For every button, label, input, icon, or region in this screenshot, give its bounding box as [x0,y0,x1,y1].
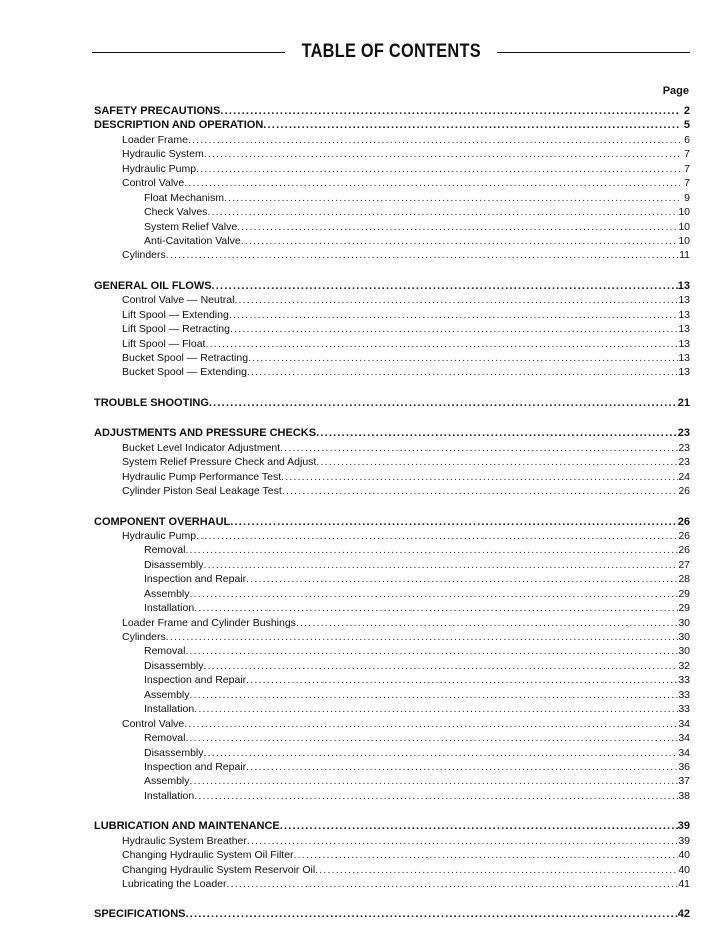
toc-entry-label: Removal [144,732,186,745]
toc-subentry[interactable] [94,234,690,248]
dot-leader [190,688,679,702]
toc-subentry[interactable] [94,760,690,774]
toc-entry-page: 6 [684,133,690,146]
toc-entry-label: Hydraulic System [122,148,204,161]
dot-leader [204,558,679,572]
toc-entry-label: Installation [144,789,195,802]
toc-entry[interactable] [94,351,690,365]
toc-subentry[interactable] [94,702,690,716]
toc-entry-page: 10 [678,220,690,233]
toc-entry-page: 30 [678,616,690,629]
toc-entry[interactable] [94,441,690,455]
dot-leader [234,293,678,307]
toc-entry-label: Inspection and Repair [144,674,247,687]
toc-entry-page: 26 [677,515,690,528]
toc-entry-page: 13 [678,323,690,336]
toc-entry-label: Control Valve — Neutral [122,294,235,307]
dot-leader [185,731,678,745]
toc-entry-label: Lubricating the Loader [122,878,227,890]
toc-entry-label: Check Valves [144,206,208,219]
toc-entry-label: Assembly [144,587,190,600]
dot-leader [229,308,678,322]
toc-entry-page: 41 [678,878,690,890]
toc-entry[interactable] [94,863,690,877]
toc-subentry[interactable] [94,774,690,788]
toc-entry-label: Hydraulic Pump [122,529,197,542]
toc-entry-page: 7 [684,148,690,161]
toc-section-heading[interactable] [94,279,690,293]
toc-entry-label: Changing Hydraulic System Reservoir Oil [122,863,316,876]
dot-leader [204,147,680,161]
toc-section [94,279,690,380]
toc-entry-label: Installation [144,703,195,716]
dot-leader [194,601,678,615]
dot-leader [166,630,679,644]
toc-entry-label: SPECIFICATIONS [94,908,186,921]
dot-leader [246,572,678,586]
toc-entry-label: Inspection and Repair [144,573,247,586]
toc-subentry[interactable] [94,688,690,702]
toc-subentry[interactable] [94,558,690,572]
toc-entry-label: ADJUSTMENTS AND PRESSURE CHECKS [94,427,317,440]
table-of-contents [94,104,690,938]
dot-leader [190,587,679,601]
toc-entry-page: 26 [678,544,690,557]
toc-section-heading[interactable] [94,396,690,410]
dot-leader [188,133,680,147]
toc-entry-page: 23 [678,441,690,454]
toc-entry-page: 13 [677,279,690,292]
toc-entry-label: Cylinder Piston Seal Leakage Test [122,485,282,498]
toc-subentry[interactable] [94,220,690,234]
dot-leader [224,191,680,205]
toc-entry-label: Bucket Spool — Retracting [122,352,249,364]
toc-entry-label: Changing Hydraulic System Oil Filter [122,849,294,862]
dot-leader [184,176,680,190]
toc-entry-page: 13 [678,366,690,379]
title-row [92,38,690,66]
toc-entry[interactable] [94,630,690,644]
toc-entry-page: 10 [678,206,690,219]
dot-leader [230,322,678,336]
toc-entry[interactable] [94,176,690,190]
toc-entry-page: 13 [678,352,690,364]
toc-entry[interactable] [94,484,690,498]
toc-entry-label: Bucket Level Indicator Adjustment [122,441,281,454]
toc-entry-label: Hydraulic System Breather [122,834,247,847]
dot-leader [316,426,678,440]
toc-entry[interactable] [94,848,690,862]
toc-subentry[interactable] [94,644,690,658]
toc-subentry[interactable] [94,746,690,760]
toc-entry[interactable] [94,147,690,161]
dot-leader [247,365,678,379]
toc-entry[interactable] [94,322,690,336]
toc-entry-label: Installation [144,602,195,615]
toc-entry-page: 34 [678,746,690,759]
dot-leader [280,819,678,833]
toc-entry-page: 36 [678,760,690,773]
toc-entry-label: Disassembly [144,558,204,571]
toc-entry-page: 11 [679,249,690,262]
toc-section-heading[interactable] [94,907,690,921]
toc-subentry[interactable] [94,731,690,745]
toc-entry-page: 26 [678,485,690,498]
toc-entry[interactable] [94,133,690,147]
toc-entry-label: Cylinders [122,249,166,262]
dot-leader [185,644,678,658]
toc-section [94,819,690,891]
toc-section [94,515,690,804]
toc-entry-page: 9 [684,191,690,204]
toc-entry-label: Disassembly [144,746,204,759]
toc-subentry[interactable] [94,673,690,687]
toc-entry-label: SAFETY PRECAUTIONS [94,105,221,117]
toc-entry[interactable] [94,529,690,543]
toc-entry-page: 13 [678,337,690,350]
toc-entry[interactable] [94,717,690,731]
toc-entry-label: Removal [144,645,186,658]
toc-entry[interactable] [94,248,690,262]
toc-entry-label: Assembly [144,688,190,701]
dot-leader [196,162,680,176]
toc-entry[interactable] [94,365,690,379]
toc-entry-label: Anti-Cavitation Valve [144,234,241,247]
toc-entry-page: 38 [678,789,690,802]
toc-entry-label: System Relief Pressure Check and Adjust [122,456,317,469]
dot-leader [263,118,680,132]
dot-leader [205,337,678,351]
toc-entry-page: 10 [678,234,690,247]
toc-entry-page: 24 [678,470,690,483]
toc-subentry[interactable] [94,205,690,219]
toc-entry-label: Bucket Spool — Extending [122,366,247,379]
toc-entry[interactable] [94,308,690,322]
toc-entry-label: TROUBLE SHOOTING [94,396,209,409]
dot-leader [194,702,678,716]
toc-entry-page: 33 [678,703,690,716]
toc-entry-page: 28 [678,573,690,586]
toc-entry-label: Assembly [144,775,190,788]
toc-entry-label: Lift Spool — Extending [122,308,229,321]
toc-subentry[interactable] [94,191,690,205]
toc-section-heading[interactable] [94,426,690,440]
dot-leader [212,279,678,293]
toc-entry-label: Hydraulic Pump [122,162,197,175]
toc-entry-page: 33 [678,688,690,701]
toc-entry[interactable] [94,337,690,351]
toc-entry-label: Float Mechanism [144,191,224,204]
dot-leader [296,616,678,630]
toc-entry-page: 21 [677,396,690,409]
toc-section-heading[interactable] [94,118,690,132]
toc-entry-page: 39 [678,834,690,847]
toc-entry[interactable] [94,877,690,891]
dot-leader [204,746,679,760]
dot-leader [207,205,678,219]
page-column-header: Page [662,85,689,97]
toc-entry-page: 40 [678,863,690,876]
toc-entry-label: Hydraulic Pump Performance Test [122,470,282,483]
toc-entry-page: 23 [677,427,690,440]
toc-entry-label: Loader Frame and Cylinder Bushings [122,616,296,629]
toc-entry[interactable] [94,834,690,848]
page-title: TABLE OF CONTENTS [301,41,481,62]
dot-leader [315,863,678,877]
toc-entry-label: Cylinders [122,631,166,643]
toc-entry-page: 26 [678,529,690,542]
toc-section-heading[interactable] [94,819,690,833]
toc-entry-page: 27 [678,558,690,571]
toc-entry-page: 37 [678,775,690,788]
toc-entry-page: 34 [678,732,690,745]
toc-section [94,907,690,921]
toc-section [94,104,690,263]
toc-subentry[interactable] [94,789,690,803]
toc-entry-page: 33 [678,674,690,687]
toc-subentry[interactable] [94,659,690,673]
dot-leader [194,789,678,803]
dot-leader [190,774,679,788]
dot-leader [241,234,679,248]
dot-leader [220,104,680,118]
toc-entry-page: 39 [677,820,690,833]
toc-entry-page: 29 [678,587,690,600]
toc-entry-page: 2 [683,105,690,117]
toc-entry-label: Disassembly [144,659,204,672]
toc-entry[interactable] [94,616,690,630]
toc-entry-page: 29 [678,602,690,615]
title-rule-left [92,52,285,53]
toc-entry-label: Control Valve [122,717,185,730]
toc-entry-label: Lift Spool — Float [122,337,206,350]
dot-leader [316,455,678,469]
toc-entry-page: 42 [677,908,690,921]
toc-entry-label: COMPONENT OVERHAUL [94,515,231,528]
dot-leader [184,717,678,731]
dot-leader [247,834,678,848]
toc-entry-page: 40 [678,849,690,862]
dot-leader [230,515,677,529]
toc-entry-page: 7 [684,177,690,190]
dot-leader [196,529,678,543]
toc-entry-page: 34 [678,717,690,730]
toc-section-heading[interactable] [94,515,690,529]
toc-entry-page: 7 [684,162,690,175]
toc-entry-page: 30 [678,645,690,658]
dot-leader [294,848,679,862]
toc-entry-label: Lift Spool — Retracting [122,323,230,336]
toc-section [94,396,690,410]
dot-leader [248,351,678,365]
toc-entry-label: Control Valve [122,177,185,190]
dot-leader [185,907,677,921]
dot-leader [282,484,679,498]
dot-leader [280,441,678,455]
dot-leader [204,659,679,673]
toc-entry-label: System Relief Valve [144,220,238,233]
dot-leader [237,220,678,234]
toc-subentry[interactable] [94,587,690,601]
toc-entry-page: 13 [678,308,690,321]
toc-section [94,426,690,498]
title-rule-right [497,52,690,53]
dot-leader [281,470,678,484]
toc-entry-page: 30 [678,631,690,643]
toc-entry-page: 23 [678,456,690,469]
dot-leader [227,877,679,891]
dot-leader [246,673,678,687]
toc-entry-label: GENERAL OIL FLOWS [94,279,212,292]
toc-entry-label: Inspection and Repair [144,760,247,773]
toc-section-heading[interactable] [94,104,690,118]
toc-entry[interactable] [94,162,690,176]
dot-leader [166,248,679,262]
dot-leader [246,760,678,774]
toc-entry-page: 13 [678,294,690,307]
toc-entry[interactable] [94,470,690,484]
toc-entry-label: LUBRICATION AND MAINTENANCE [94,820,280,833]
toc-entry-label: DESCRIPTION AND OPERATION [94,119,264,132]
toc-subentry[interactable] [94,572,690,586]
toc-entry-page: 5 [683,119,690,132]
dot-leader [185,543,678,557]
toc-entry-label: Loader Frame [122,133,188,146]
dot-leader [209,396,678,410]
toc-entry-page: 32 [678,659,690,672]
toc-subentry[interactable] [94,543,690,557]
toc-entry[interactable] [94,455,690,469]
toc-subentry[interactable] [94,601,690,615]
toc-entry[interactable] [94,293,690,307]
toc-entry-label: Removal [144,544,186,557]
